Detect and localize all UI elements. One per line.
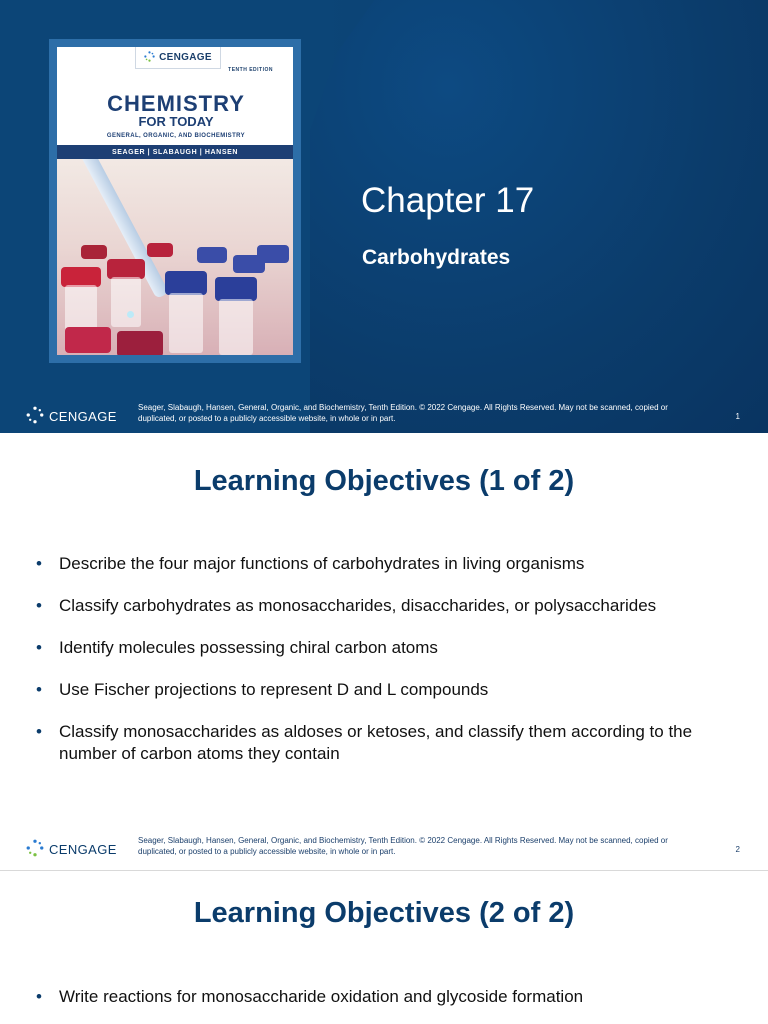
footer-copyright: Seager, Slabaugh, Hansen, General, Organic, and Biochemistry, Tenth Edition. © 2022 Cengage. All Rights Reserved. May not be scanned, copied or duplicated, or posted to a publicly accessible website, in whole or in part. (138, 403, 668, 423)
page-number: 1 (735, 412, 740, 421)
cover-subtitle-2: GENERAL, ORGANIC, AND BIOCHEMISTRY (106, 133, 246, 139)
objectives-list (36, 553, 736, 785)
cengage-logo-icon (144, 51, 155, 65)
cover-authors: SEAGER | SLABAUGH | HANSEN (57, 145, 293, 159)
list-item: • Use Fischer projections to represent D and L compounds (36, 679, 736, 701)
cover-edition: TENTH EDITION (228, 67, 273, 73)
footer-logo (26, 406, 117, 427)
slide-footer (0, 399, 768, 433)
list-item: • Classify carbohydrates as monosaccharides, disaccharides, or polysaccharides (36, 595, 736, 617)
slide-heading: Learning Objectives (2 of 2) (193, 897, 575, 929)
list-item: • Write reactions for monosaccharide oxidation and glycoside formation (36, 986, 736, 1008)
slide-footer (0, 832, 768, 866)
list-item: • Classify monosaccharides as aldoses or ketoses, and classify them according to the number of carbon atoms they contain (36, 721, 736, 765)
title-slide (0, 0, 768, 433)
list-item: • Describe the four major functions of carbohydrates in living organisms (36, 553, 736, 575)
book-cover (49, 39, 301, 363)
cover-brand-label: CENGAGE (159, 52, 212, 63)
slide-heading: Learning Objectives (1 of 2) (193, 465, 575, 497)
cover-photo (57, 159, 293, 355)
footer-logo-text: CENGAGE (49, 842, 117, 857)
cover-brand-tab (135, 47, 221, 69)
cover-subtitle: FOR TODAY (138, 114, 214, 129)
footer-logo (26, 839, 117, 860)
chapter-title: Chapter 17 (361, 181, 535, 220)
objectives-list (36, 986, 736, 1024)
cengage-logo-icon (26, 839, 44, 860)
footer-logo-text: CENGAGE (49, 409, 117, 424)
footer-copyright: Seager, Slabaugh, Hansen, General, Organic, and Biochemistry, Tenth Edition. © 2022 Cengage. All Rights Reserved. May not be scanned, copied or duplicated, or posted to a publicly accessible website, in whole or in part. (138, 836, 668, 856)
list-item: • Identify molecules possessing chiral carbon atoms (36, 637, 736, 659)
cover-title: CHEMISTRY (107, 91, 245, 116)
chapter-subtitle: Carbohydrates (362, 246, 511, 269)
cengage-logo-icon (26, 406, 44, 427)
page-number: 2 (735, 845, 740, 854)
slide-divider (0, 870, 768, 871)
